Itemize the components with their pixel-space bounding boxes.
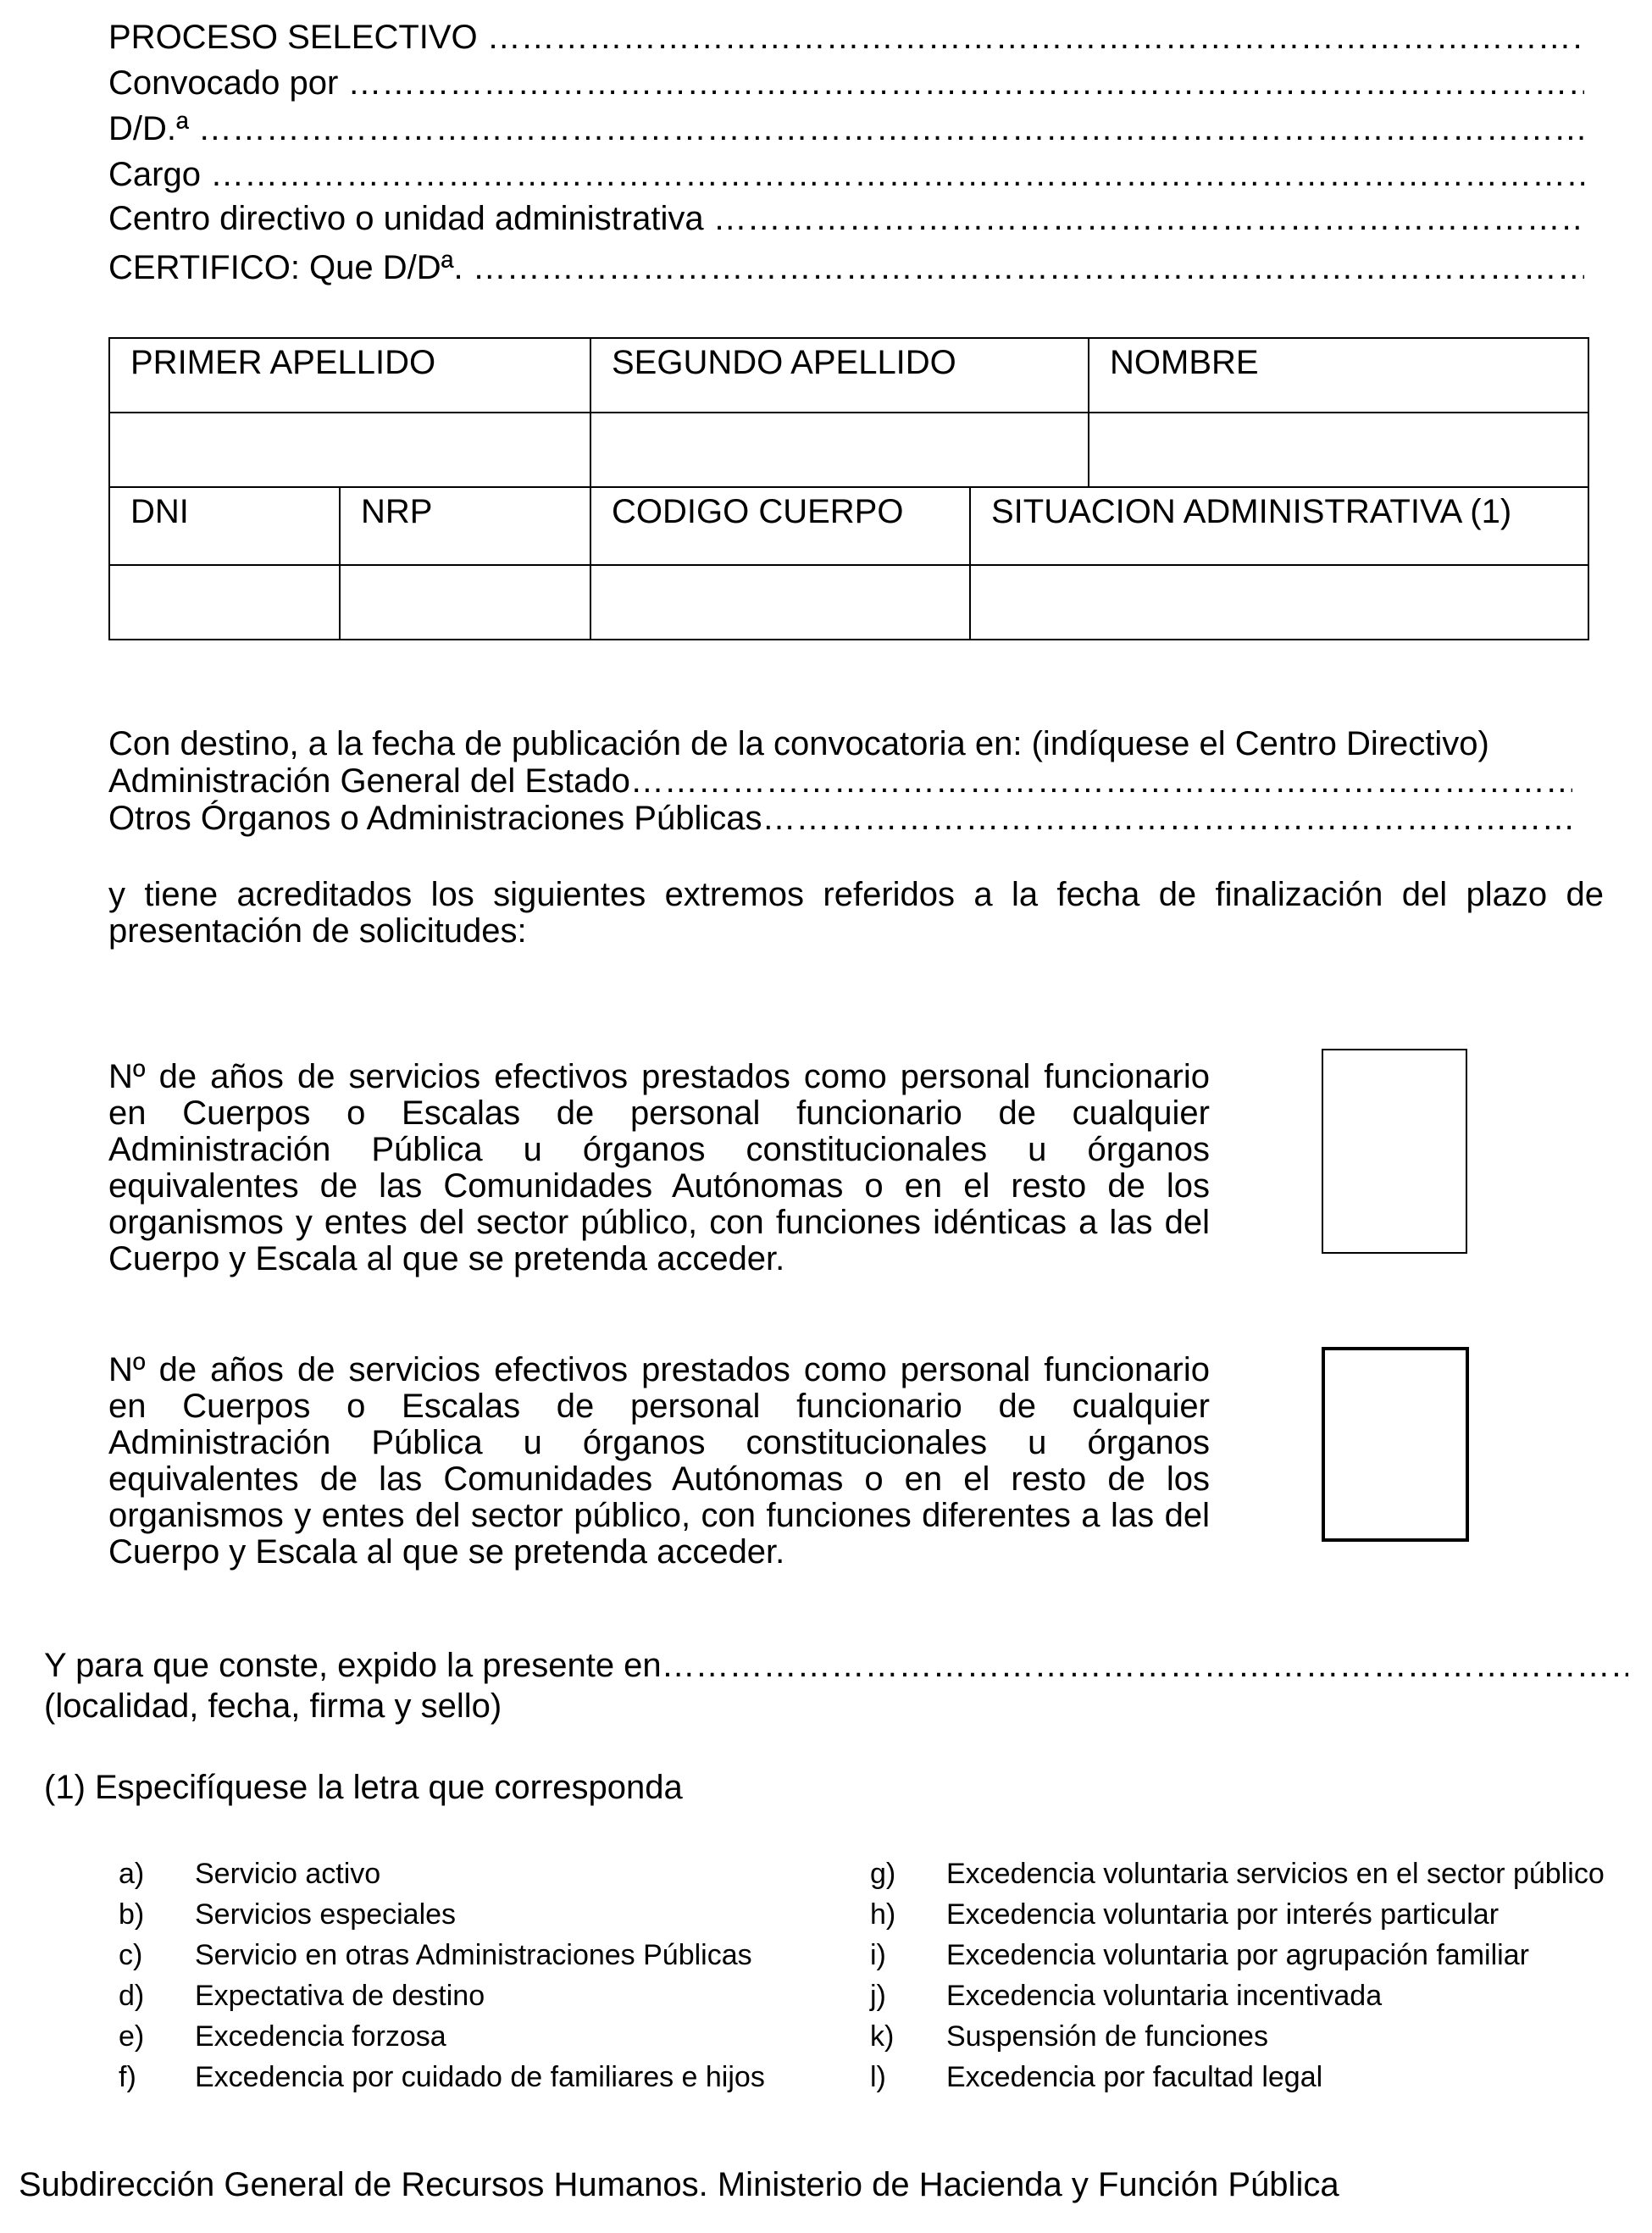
primer-apellido-header: PRIMER APELLIDO: [109, 338, 590, 413]
primer-apellido-cell[interactable]: [109, 413, 590, 487]
legend-text: Excedencia voluntaria servicios en el sector público: [946, 1858, 1605, 1890]
legend-letter: f): [119, 2061, 136, 2093]
servicios-identicas-text: Nº de años de servicios efectivos prestados como personal funcionario en Cuerpos o Escalas de personal funcionario de cualquier Administración Pública u órganos constitucionales u órganos equivalentes de las Comunidades Autónomas o en el resto de los organismos y entes del sector público, con funciones idénticas a las del Cuerpo y Escala al que se pretenda acceder.: [108, 1058, 1210, 1277]
segundo-apellido-cell[interactable]: [590, 413, 1089, 487]
legend-text: Excedencia voluntaria por interés particular: [946, 1898, 1500, 1931]
legend-text: Servicio en otras Administraciones Públicas: [195, 1939, 752, 1971]
dd-line: D/D.ª ………………………………………………………………………………………………………………………………………………………………………………………………………………………: [108, 108, 1584, 149]
legend-letter: b): [119, 1898, 145, 1931]
legend-item: [119, 1935, 839, 1975]
nrp-header: NRP: [340, 487, 590, 565]
codigo-cuerpo-header: CODIGO CUERPO: [590, 487, 970, 565]
legend-item: [870, 1853, 1633, 1894]
nrp-cell[interactable]: [340, 565, 590, 640]
dni-header: DNI: [109, 487, 340, 565]
nota-situacion: (1) Especifíquese la letra que corresponda: [44, 1769, 683, 1806]
situacion-header: SITUACION ADMINISTRATIVA (1): [970, 487, 1588, 565]
legend-letter: a): [119, 1858, 145, 1890]
legend-left: [119, 1853, 839, 2097]
legend-text: Excedencia forzosa: [195, 2020, 446, 2053]
legend-item: [119, 2057, 839, 2097]
cargo-line: Cargo ………………………………………………………………………………………………………………………………………………………………………………………………………………………: [108, 154, 1584, 195]
legend-item: [119, 1975, 839, 2016]
legend-item: [119, 2016, 839, 2057]
legend-text: Excedencia voluntaria incentivada: [946, 1980, 1383, 2012]
centro-directivo-line: Centro directivo o unidad administrativa ………………………………………………………………………………………………………………………………………………………………………………………………………………………: [108, 198, 1584, 239]
legend-letter: k): [870, 2020, 895, 2053]
legend-text: Suspensión de funciones: [946, 2020, 1268, 2053]
expido-note: (localidad, fecha, firma y sello): [44, 1687, 502, 1725]
legend-item: [870, 2057, 1633, 2097]
legend-text: Servicios especiales: [195, 1898, 457, 1931]
servicios-identicas-box[interactable]: [1322, 1049, 1467, 1254]
legend-right: [870, 1853, 1633, 2097]
legend-item: [870, 1935, 1633, 1975]
servicios-diferentes-box[interactable]: [1322, 1347, 1469, 1542]
nombre-header: NOMBRE: [1089, 338, 1588, 413]
legend-item: [870, 1894, 1633, 1935]
legend-letter: g): [870, 1858, 896, 1890]
certifico-line: CERTIFICO: Que D/Dª. ………………………………………………………………………………………………………………………………………………………………………………………………………………………: [108, 247, 1584, 288]
legend-text: Excedencia por facultad legal: [946, 2061, 1323, 2093]
segundo-apellido-header: SEGUNDO APELLIDO: [590, 338, 1089, 413]
legend-text: Excedencia por cuidado de familiares e hijos: [195, 2061, 765, 2093]
legend-text: Expectativa de destino: [195, 1980, 485, 2012]
destino-intro: Con destino, a la fecha de publicación de la convocatoria en: (indíquese el Centro Directivo): [108, 725, 1489, 762]
footer-text: Subdirección General de Recursos Humanos. Ministerio de Hacienda y Función Pública: [19, 2166, 1339, 2203]
legend-letter: j): [870, 1980, 886, 2012]
legend-letter: i): [870, 1939, 886, 1971]
expido-line: Y para que conste, expido la presente en ……………………………………………………………………………………………………………………………………………………………………………: [44, 1647, 1628, 1684]
identification-table: [108, 337, 1589, 640]
convocado-por-line: Convocado por ………………………………………………………………………………………………………………………………………………………………………………………………………………………: [108, 63, 1584, 103]
legend-text: Servicio activo: [195, 1858, 381, 1890]
dni-cell[interactable]: [109, 565, 340, 640]
legend-text: Excedencia voluntaria por agrupación familiar: [946, 1939, 1529, 1971]
legend-letter: e): [119, 2020, 145, 2053]
legend-letter: d): [119, 1980, 145, 2012]
acreditados-text: y tiene acreditados los siguientes extremos referidos a la fecha de finalización del plazo de presentación de solicitudes:: [108, 876, 1604, 950]
codigo-cuerpo-cell[interactable]: [590, 565, 970, 640]
proceso-selectivo-line: PROCESO SELECTIVO ………………………………………………………………………………………………………………………………………………………………………………………………………………………: [108, 17, 1584, 58]
situacion-cell[interactable]: [970, 565, 1588, 640]
servicios-diferentes-text: Nº de años de servicios efectivos prestados como personal funcionario en Cuerpos o Escalas de personal funcionario de cualquier Administración Pública u órganos constitucionales u órganos equivalentes de las Comunidades Autónomas o en el resto de los organismos y entes del sector público, con funciones diferentes a las del Cuerpo y Escala al que se pretenda acceder.: [108, 1351, 1210, 1571]
legend-item: [870, 2016, 1633, 2057]
legend-letter: l): [870, 2061, 886, 2093]
legend-item: [870, 1975, 1633, 2016]
legend-item: [119, 1894, 839, 1935]
nombre-cell[interactable]: [1089, 413, 1588, 487]
legend-letter: c): [119, 1939, 143, 1971]
legend-item: [119, 1853, 839, 1894]
destino-otros-line: Otros Órganos o Administraciones Públicas ……………………………………………………………………………………………………………………………………………………………………………: [108, 800, 1572, 837]
legend-letter: h): [870, 1898, 896, 1931]
destino-age-line: Administración General del Estado ……………………………………………………………………………………………………………………………………………………………………………: [108, 762, 1572, 800]
